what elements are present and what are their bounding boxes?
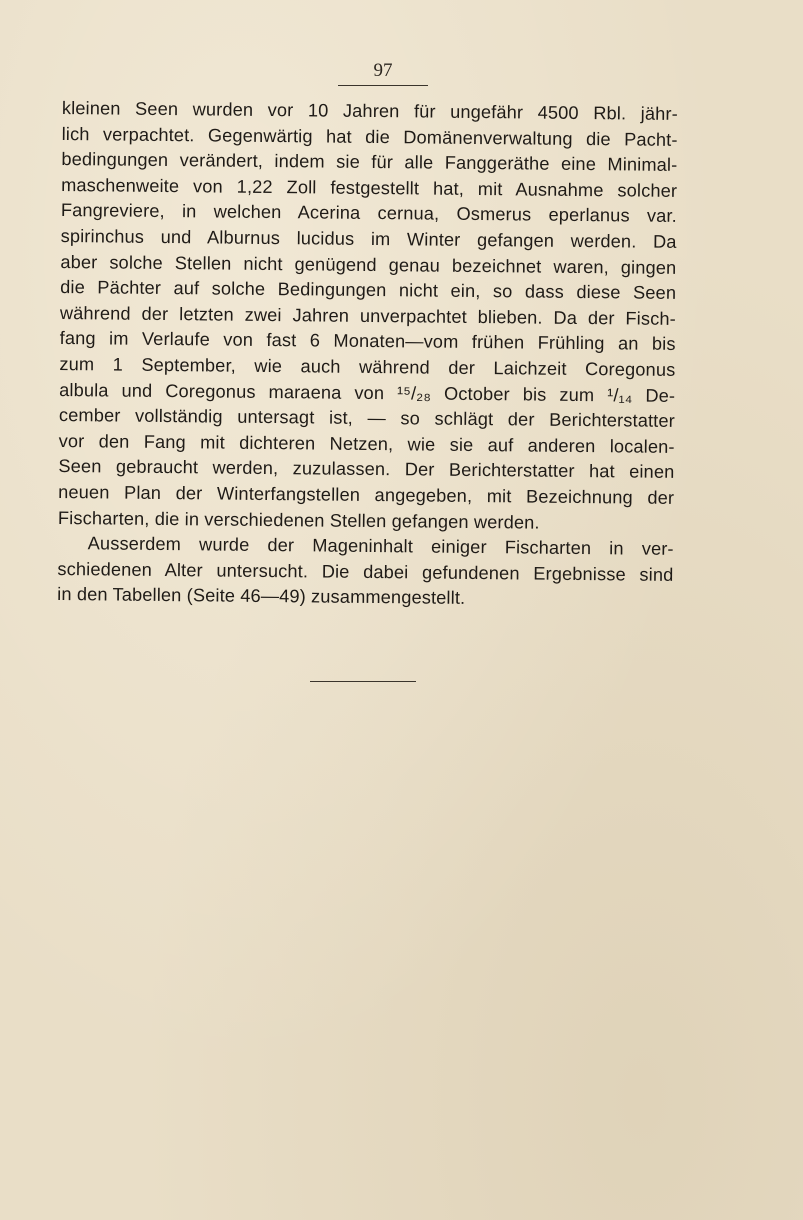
text-line: maschenweite von 1,22 Zoll festgestellt hat, mit Ausnahme solcher (61, 174, 678, 201)
text-line: Fangreviere, in welchen Acerina cernua, Osmerus eperlanus var. (60, 200, 677, 227)
body-text (57, 96, 678, 614)
text-line: zum 1 September, wie auch während der Laichzeit Coregonus (59, 353, 676, 380)
page-number: 97 (373, 60, 393, 81)
text-line: spirinchus und Alburnus lucidus im Winter gefangen werden. Da (60, 225, 677, 252)
text-line: bedingungen verändert, indem sie für alle Fanggeräthe eine Minimal- (61, 149, 678, 176)
text-line: fang im Verlaufe von fast 6 Monaten—vom frühen Frühling an bis (59, 328, 676, 355)
text-line: die Pächter auf solche Bedingungen nicht ein, so dass diese Seen (60, 277, 677, 304)
text-line: Seen gebraucht werden, zuzulassen. Der Berichterstatter hat einen (58, 456, 675, 483)
text-line: cember vollständig untersagt ist, — so schlägt der Berichterstatter (58, 405, 676, 432)
page-number-underline (338, 85, 428, 86)
text-line: neuen Plan der Winterfangstellen angegeben, mit Bezeichnung der (58, 481, 675, 508)
text-line: Fischarten, die in verschiedenen Stellen gefangen werden. (57, 507, 540, 533)
text-line: albula und Coregonus maraena von ¹⁵/₂₈ October bis zum ¹/₁₄ De- (59, 379, 676, 406)
text-line: lich verpachtet. Gegenwärtig hat die Domänenverwaltung die Pacht- (61, 123, 678, 150)
text-line: schiedenen Alter untersucht. Die dabei gefundenen Ergebnisse sind (57, 558, 674, 585)
section-end-rule (310, 681, 416, 682)
text-line: aber solche Stellen nicht genügend genau bezeichnet waren, gingen (60, 251, 677, 278)
text-line: kleinen Seen wurden vor 10 Jahren für ungefähr 4500 Rbl. jähr- (61, 97, 678, 124)
text-line: Ausserdem wurde der Mageninhalt einiger Fischarten in ver- (87, 533, 674, 559)
text-line: in den Tabellen (Seite 46—49) zusammengestellt. (57, 584, 466, 609)
text-line: während der letzten zwei Jahren unverpachtet blieben. Da der Fisch- (59, 302, 676, 329)
text-line: vor den Fang mit dichteren Netzen, wie sie auf anderen localen- (58, 430, 675, 457)
